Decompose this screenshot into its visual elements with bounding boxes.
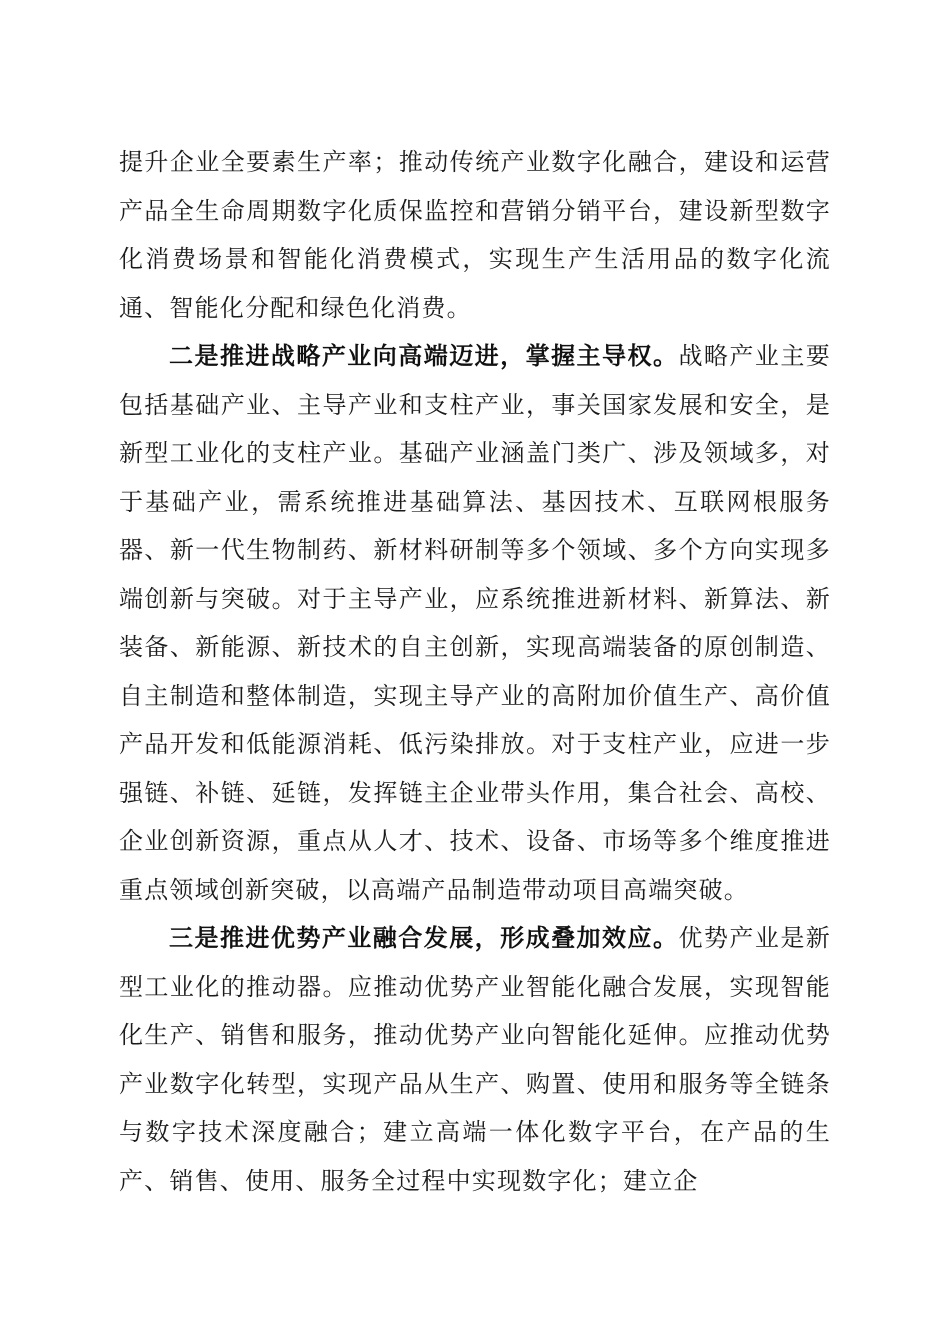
document-body bbox=[119, 138, 831, 1205]
paragraph-1-body: 提升企业全要素生产率；推动传统产业数字化融合，建设和运营产品全生命周期数字化质保监控和营销分销平台，建设新型数字化消费场景和智能化消费模式，实现生产生活用品的数字化流通、智能化分配和绿色化消费。 bbox=[119, 148, 831, 322]
paragraph-3 bbox=[119, 914, 831, 1205]
paragraph-2 bbox=[119, 332, 831, 914]
paragraph-3-lead: 三是推进优势产业融合发展，形成叠加效应。 bbox=[169, 923, 679, 952]
paragraph-3-body: 优势产业是新型工业化的推动器。应推动优势产业智能化融合发展，实现智能化生产、销售和服务，推动优势产业向智能化延伸。应推动优势产业数字化转型，实现产品从生产、购置、使用和服务等全链条与数字技术深度融合；建立高端一体化数字平台，在产品的生产、销售、使用、服务全过程中实现数字化；建立企 bbox=[119, 924, 831, 1195]
paragraph-2-lead: 二是推进战略产业向高端迈进，掌握主导权。 bbox=[169, 341, 679, 370]
paragraph-2-body: 战略产业主要包括基础产业、主导产业和支柱产业，事关国家发展和安全，是新型工业化的支柱产业。基础产业涵盖门类广、涉及领域多，对于基础产业，需系统推进基础算法、基因技术、互联网根服务器、新一代生物制药、新材料研制等多个领域、多个方向实现多端创新与突破。对于主导产业，应系统推进新材料、新算法、新装备、新能源、新技术的自主创新，实现高端装备的原创制造、自主制造和整体制造，实现主导产业的高附加价值生产、高价值产品开发和低能源消耗、低污染排放。对于支柱产业，应进一步强链、补链、延链，发挥链主企业带头作用，集合社会、高校、企业创新资源，重点从人才、技术、设备、市场等多个维度推进重点领域创新突破，以高端产品制造带动项目高端突破。 bbox=[119, 342, 831, 904]
paragraph-1 bbox=[119, 138, 831, 332]
